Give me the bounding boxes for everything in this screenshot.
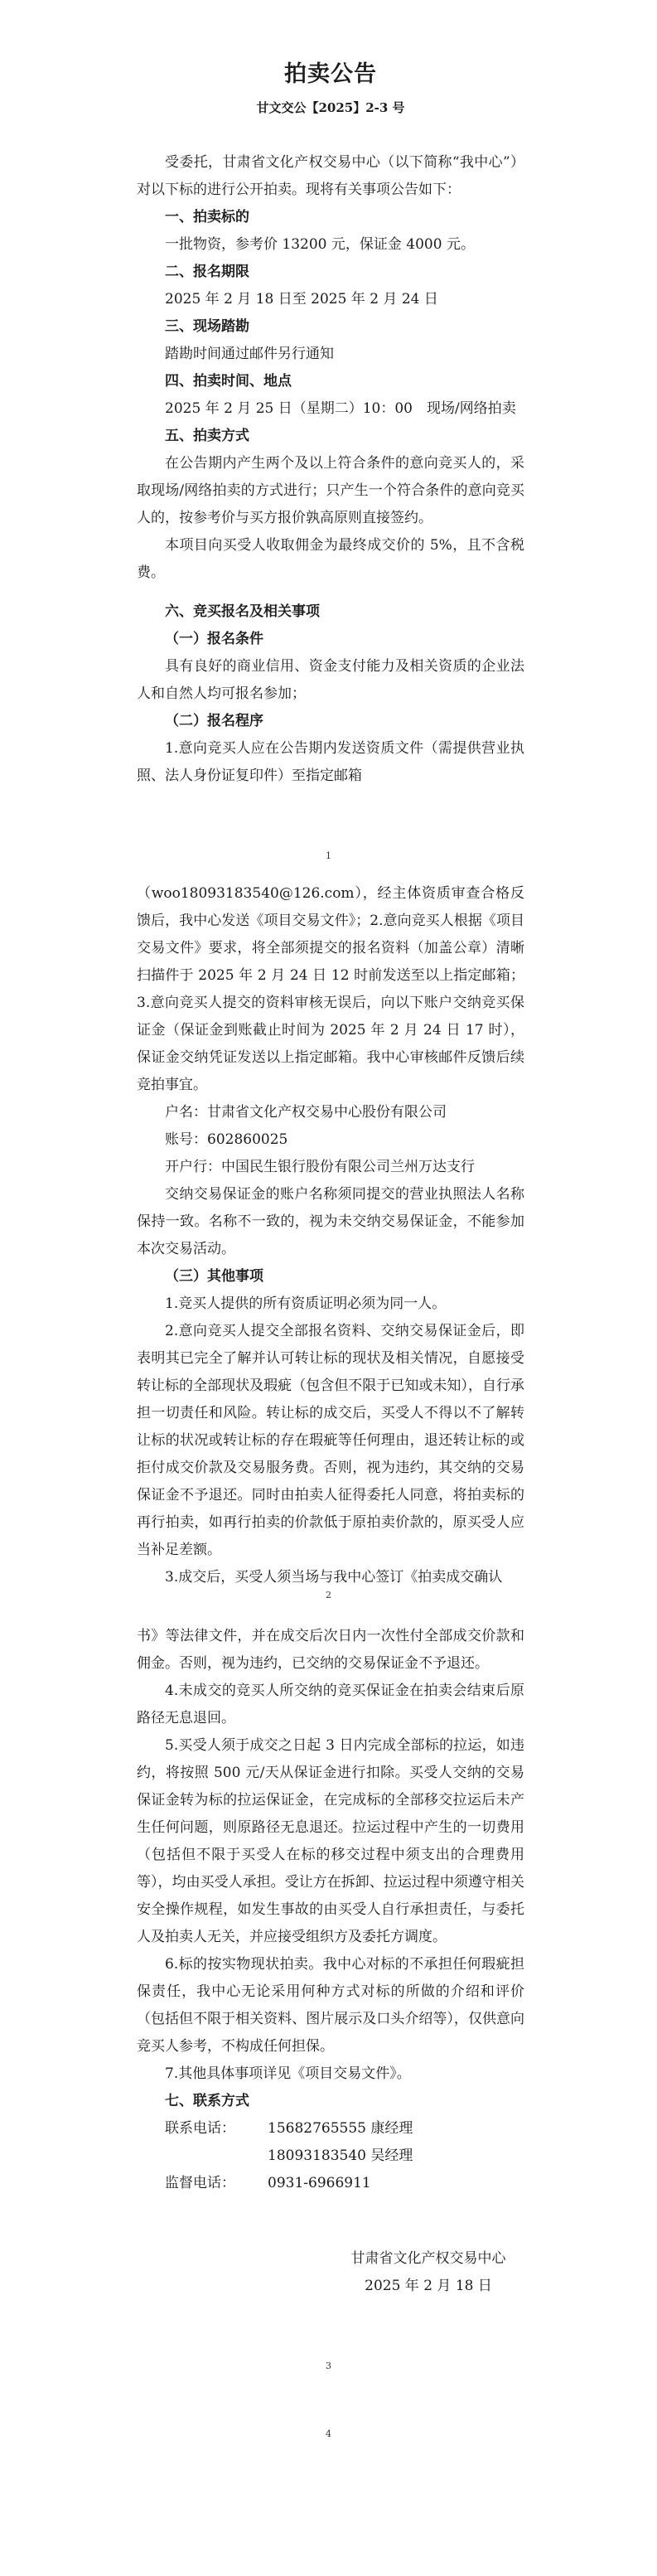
other-item-6: 6.标的按实物现状拍卖。我中心对标的不承担任何瑕疵担保责任，我中心无论采用何种方式对标的所做的介绍和评价（包括但不限于相关资料、图片展示及口头介绍等），仅供意向竞买人参考，不构成任何担保。 [137,1956,524,2055]
section-3-heading: 三、现场踏勘 [165,318,249,335]
section-6-sub-1-text: 具有良好的商业信用、资金支付能力及相关资质的企业法人和自然人均可报名参加； [137,658,524,702]
bank-branch: 开户行：中国民生银行股份有限公司兰州万达支行 [165,1159,475,1175]
other-item-2: 2.意向竞买人提交全部报名资料、交纳交易保证金后，即表明其已完全了解并认可转让标的现状及相关情况，自愿接受转让标的全部现状及瑕疵（包含但不限于已知或未知），自行承担一切责任和风险。转让标的成交后，买受人不得以不了解转让标的状况或转让标的存在瑕疵等任何理由，退还转让标的或拒付成交价款及交易服务费。否则，视为违约，其交纳的交易保证金不予退还。同时由拍卖人征得委托人同意，将拍卖标的再行拍卖，如再行拍卖的价款低于原拍卖价款的，原买受人应当补足差额。 [137,1323,524,1558]
section-1-text: 一批物资，参考价 13200 元，保证金 4000 元。 [165,236,475,253]
section-4-heading: 四、拍卖时间、地点 [165,373,292,390]
page-1 [0,58,657,790]
contact-phone-1: 15682765555 康经理 [268,2120,413,2137]
other-item-3-continued: 书》等法律文件，并在成交后次日内一次性付全部成交价款和佣金。否则，视为违约，已交纳的交易保证金不予退还。 [137,1628,524,1672]
page-number-3: 3 [326,2361,331,2371]
bank-account-number: 账号：602860025 [165,1131,288,1148]
other-item-3: 3.成交后，买受人须当场与我中心签订《拍卖成交确认 [165,1569,503,1586]
section-3-text: 踏勘时间通过邮件另行通知 [165,346,334,362]
page-number-2: 2 [326,1590,331,1600]
page-3 [0,1623,657,2300]
section-5-paragraph-2: 本项目向买受人收取佣金为最终成交价的 5%，且不含税费。 [137,537,524,581]
page-number-1: 1 [326,850,331,861]
section-4-text: 2025 年 2 月 25 日（星期二）10：00 现场/网络拍卖 [165,400,516,417]
section-6-sub-1-heading: （一）报名条件 [165,631,263,647]
registration-step-1: 1.意向竞买人应在公告期内发送资质文件（需提供营业执照、法人身份证复印件）至指定邮箱 [137,740,524,784]
intro-paragraph: 受委托，甘肃省文化产权交易中心（以下简称“我中心”）对以下标的进行公开拍卖。现将有关事项公告如下： [137,154,524,198]
section-7-heading: 七、联系方式 [165,2093,249,2109]
bank-account-name: 户名：甘肃省文化产权交易中心股份有限公司 [165,1104,447,1121]
section-5-heading: 五、拍卖方式 [165,428,249,444]
contact-phone-2: 18093183540 吴经理 [268,2147,413,2164]
registration-steps-continued: （woo18093183540@126.com），经主体资质审查合格反馈后，我中心发送《项目交易文件》；2.意向竞买人根据《项目交易文件》要求，将全部须提交的报名资料（加盖公章）清晰扫描件于 2025 年 2 月 24 日 12 时前发送至以上指定邮箱；3.意向竞买人提交的资料审核无误后，向以下账户交纳竞买保证金（保证金到账截止时间为 2025 年 2 月 24 日 17 时），保证金交纳凭证发送以上指定邮箱。我中心审核邮件反馈后续竞拍事宜。 [137,885,524,1093]
signature-organization: 甘肃省文化产权交易中心 [350,2250,506,2267]
supervise-phone-label: 监督电话： [165,2175,235,2191]
page-number-4: 4 [326,2428,331,2439]
bank-account-note: 交纳交易保证金的账户名称须同提交的营业执照法人名称保持一致。名称不一致的，视为未交纳交易保证金，不能参加本次交易活动。 [137,1186,524,1257]
contact-phone-row-1 [137,2115,524,2143]
other-item-1: 1.竞买人提供的所有资质证明必须为同一人。 [165,1295,447,1312]
page-2 [0,880,657,1591]
signature-date: 2025 年 2 月 18 日 [365,2278,492,2294]
section-6-sub-3-heading: （三）其他事项 [165,1268,263,1285]
section-6-heading: 六、竞买报名及相关事项 [165,603,320,620]
supervise-phone: 0931-6966911 [268,2175,371,2191]
other-item-4: 4.未成交的竞买人所交纳的竞买保证金在拍卖会结束后原路径无息退回。 [137,1683,524,1726]
page-title: 拍卖公告 [284,61,377,87]
section-5-paragraph-1: 在公告期内产生两个及以上符合条件的意向竞买人的，采取现场/网络拍卖的方式进行；只产生一个符合条件的意向竞买人的，按参考价与买方报价孰高原则直接签约。 [137,455,524,526]
section-6-sub-2-heading: （二）报名程序 [165,713,263,729]
document-number: 甘文交公【2025】2-3 号 [256,100,405,115]
contact-phone-row-2 [137,2143,524,2170]
contact-phone-label: 联系电话： [165,2120,235,2137]
other-item-5: 5.买受人须于成交之日起 3 日内完成全部标的拉运，如违约，将按照 500 元/天从保证金进行扣除。买受人交纳的交易保证金转为标的拉运保证金，在完成标的全部移交拉运后未产生任何问题，则原路径无息退还。拉运过程中产生的一切费用（包括但不限于买受人在标的移交过程中须支出的合理费用等），均由买受人承担。受让方在拆卸、拉运过程中须遵守相关安全操作规程，如发生事故的由买受人自行承担责任，与委托人及拍卖人无关，并应接受组织方及委托方调度。 [137,1737,524,1945]
section-2-heading: 二、报名期限 [165,264,249,280]
other-item-7: 7.其他具体事项详见《项目交易文件》。 [165,2065,411,2082]
signature-block [137,2245,528,2300]
supervise-phone-row [137,2170,524,2197]
section-1-heading: 一、拍卖标的 [165,209,249,225]
section-2-text: 2025 年 2 月 18 日至 2025 年 2 月 24 日 [165,291,438,307]
